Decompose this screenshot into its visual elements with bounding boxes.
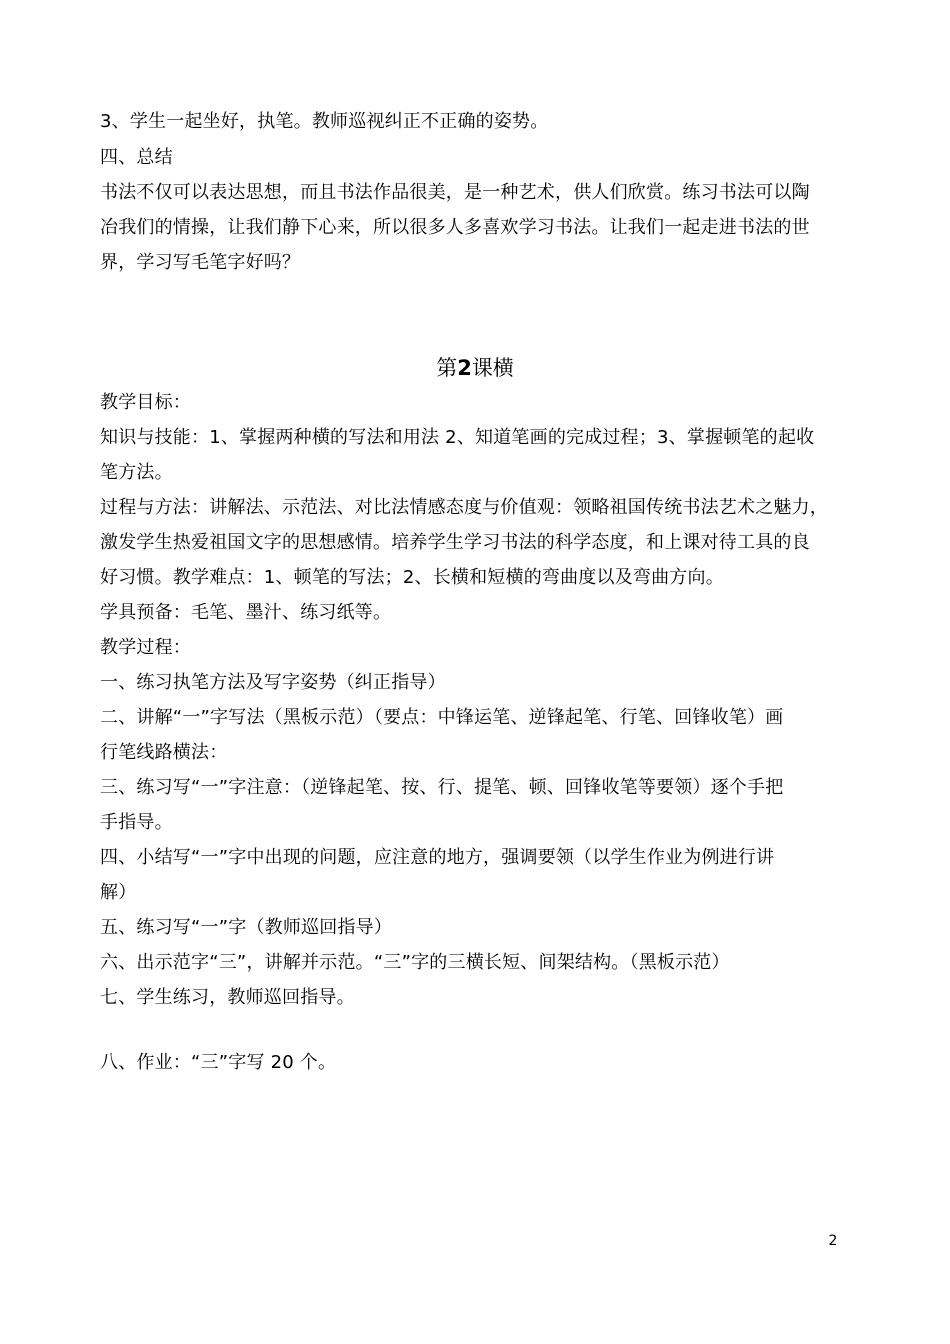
lesson-title-number: 2	[457, 356, 472, 380]
knowledge-skills-line-2: 笔方法。	[100, 462, 173, 483]
summary-line-3: 界，学习写毛笔字好吗？	[100, 252, 301, 273]
materials-line: 学具预备：毛笔、墨汁、练习纸等。	[100, 602, 392, 623]
knowledge-skills-line-1: 知识与技能：1、掌握两种横的写法和用法 2、知道笔画的完成过程；3、掌握顿笔的起收	[100, 427, 815, 448]
summary-line-2: 冶我们的情操，让我们静下心来，所以很多人多喜欢学习书法。让我们一起走进书法的世	[100, 217, 810, 238]
step-7-line: 七、学生练习，教师巡回指导。	[100, 987, 355, 1008]
step-4-line-2: 解）	[100, 882, 137, 903]
step-3-line-2: 手指导。	[100, 812, 173, 833]
lesson-title-suffix: 课横	[471, 356, 514, 380]
step-6-line: 六、出示范字“三”，讲解并示范。“三”字的三横长短、间架结构。（黑板示范）	[100, 952, 730, 973]
step-3-line-1: 三、练习写“一”字注意：（逆锋起笔、按、行、提笔、顿、回锋收笔等要领）逐个手把	[100, 777, 784, 798]
page-number: 2	[828, 1233, 838, 1249]
summary-line-1: 书法不仅可以表达思想，而且书法作品很美，是一种艺术，供人们欣赏。练习书法可以陶	[100, 182, 810, 203]
step-1-line: 一、练习执笔方法及写字姿势（纠正指导）	[100, 672, 446, 693]
teaching-goals-label: 教学目标：	[100, 392, 191, 413]
process-method-line-3: 好习惯。教学难点：1、顿笔的写法；2、长横和短横的弯曲度以及弯曲方向。	[100, 567, 724, 588]
step-2-line-1: 二、讲解“一”字写法（黑板示范）（要点：中锋运笔、逆锋起笔、行笔、回锋收笔）画	[100, 707, 784, 728]
step-3-text: 3、学生一起坐好，执笔。教师巡视纠正不正确的姿势。	[100, 111, 549, 132]
step-2-line-2: 行笔线路横法：	[100, 742, 228, 763]
teaching-process-label: 教学过程：	[100, 637, 191, 658]
summary-heading: 四、总结	[100, 147, 173, 168]
lesson-title	[0, 354, 950, 382]
step-5-line: 五、练习写“一”字（教师巡回指导）	[100, 917, 393, 938]
process-method-line-2: 激发学生热爱祖国文字的思想感情。培养学生学习书法的科学态度，和上课对待工具的良	[100, 532, 810, 553]
homework-line: 八、作业：“三”字写 20 个。	[100, 1052, 337, 1073]
lesson-title-prefix: 第	[436, 356, 458, 380]
process-method-line-1: 过程与方法：讲解法、示范法、对比法情感态度与价值观：领略祖国传统书法艺术之魅力，	[100, 497, 828, 518]
step-4-line-1: 四、小结写“一”字中出现的问题，应注意的地方，强调要领（以学生作业为例进行讲	[100, 847, 775, 868]
